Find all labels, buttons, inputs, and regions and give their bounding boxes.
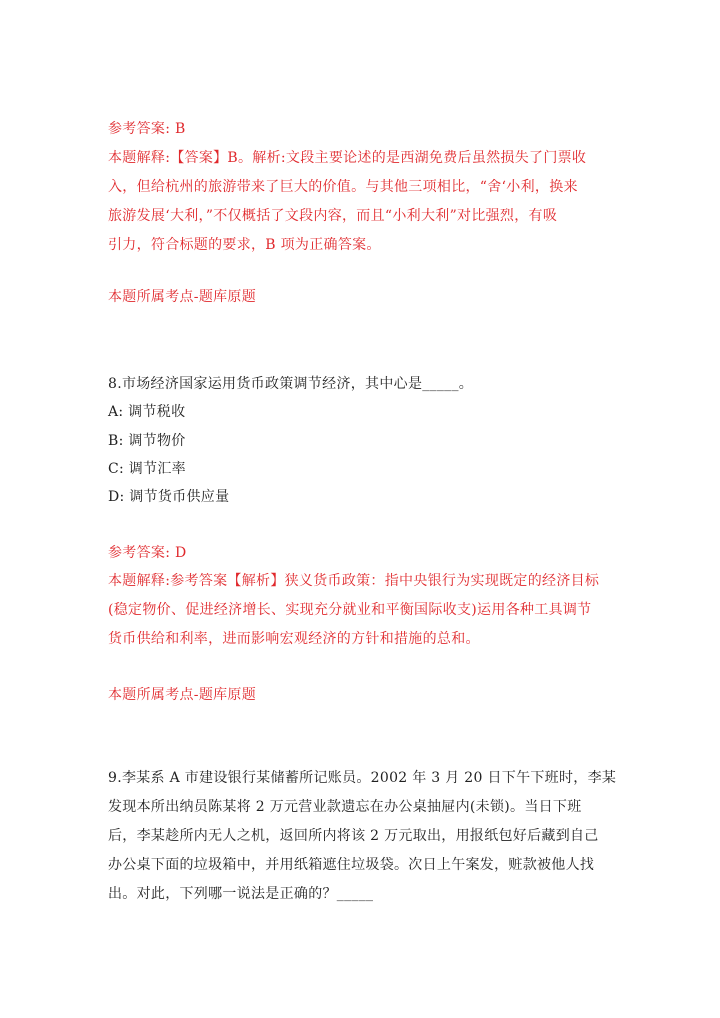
q8-option-c: C: 调节汇率 [108, 461, 186, 477]
q7-explanation-line: 引力，符合标题的要求，B 项为正确答案。 [108, 237, 381, 253]
q8-question: 8.市场经济国家运用货币政策调节经济，其中心是_____。 [108, 376, 474, 392]
q7-explanation-line: 入，但给杭州的旅游带来了巨大的价值。与其他三项相比，“舍‘小利，换来 [108, 179, 578, 195]
q7-answer: 参考答案: B [108, 121, 186, 137]
q9-question-line: 9.李某系 A 市建设银行某储蓄所记账员。2002 年 3 月 20 日下午下班时，李某 [108, 770, 617, 786]
q7-source: 本题所属考点-题库原题 [108, 289, 257, 305]
q8-option-b: B: 调节物价 [108, 433, 186, 449]
q8-answer: 参考答案: D [108, 545, 187, 561]
q8-explanation-line: 货币供给和利率，进而影响宏观经济的方针和措施的总和。 [108, 631, 480, 647]
q9-question-line: 发现本所出纳员陈某将 2 万元营业款遗忘在办公桌抽屉内(未锁)。当日下班 [108, 799, 582, 815]
q9-question-line: 后，李某趁所内无人之机，返回所内将该 2 万元取出，用报纸包好后藏到自己 [108, 828, 599, 844]
q9-question-line: 办公桌下面的垃圾箱中，并用纸箱遮住垃圾袋。次日上午案发，赃款被他人找 [108, 857, 595, 873]
q8-option-a: A: 调节税收 [108, 404, 186, 420]
q8-option-d: D: 调节货币供应量 [108, 489, 230, 505]
q7-explanation-line: 旅游发展‘大利，”不仅概括了文段内容，而且“小利大利”对比强烈，有吸 [108, 208, 558, 224]
q9-question-line: 出。对此，下列哪一说法是正确的？_____ [108, 886, 374, 902]
q7-explanation-line: 本题解释:【答案】B。解析:文段主要论述的是西湖免费后虽然损失了门票收 [108, 150, 587, 166]
q8-explanation-line: (稳定物价、促进经济增长、实现充分就业和平衡国际收支)运用各种工具调节 [108, 602, 592, 618]
q8-source: 本题所属考点-题库原题 [108, 687, 257, 703]
q8-explanation-line: 本题解释:参考答案【解析】狭义货币政策：指中央银行为实现既定的经济目标 [108, 573, 600, 589]
